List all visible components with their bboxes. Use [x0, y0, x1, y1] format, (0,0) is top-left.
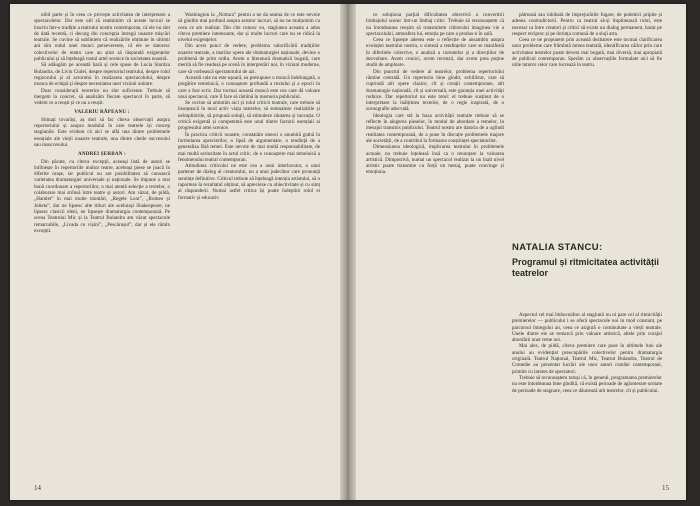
paragraph: Ideologia care stă la baza activității teatrale trebuie să se reflecte în alegerea pieselor, în modul de abordare a temelor, în mesajul transmis publicului. Teatrul nostru are datoria de a oglindi realitatea contemporană, de a pune în discuție problemele majore ale societății, de a contribui la formarea conștiinței spectatorilor.	[366, 112, 504, 144]
paragraph: În practica criticii noastre, constatăm uneori o anumită grabă în formularea aprecierilor, o lipsă de argumentare, o tendință de a generaliza fără temei. Este nevoie de mai multă responsabilitate, de mai multă seriozitate în actul critic, de o cunoaștere mai temeinică a fenomenului teatral contemporan.	[178, 131, 320, 163]
paragraph: Ceea ce lipsește adesea este o reflecție de ansamblu asupra evoluției teatrului nostru, o sinteză a tendințelor care se manifestă în diferitele colective, o analiză a curentelor și a direcțiilor de dezvoltare. Avem cronici, avem recenzii, dar avem prea puține studii de amploare.	[366, 37, 504, 69]
paragraph: Trebuie să recunoaștem totuși că, în general, programarea premierelor nu este întotdeauna bine gîndită, că există perioade de aglomerare urmate de perioade de stagnare, ceea ce dăunează atît teatrelor, cît și publicului.	[512, 374, 662, 394]
paragraph: Din punctul de vedere al teatrelor, problema repertoriului rămîne centrală. Un repertoriu bine gîndit, echilibrat, care să cuprindă atît opere clasice, cît și creații contemporane, atît dramaturgie națională, cît și universală, este garanția unei activități rodnice. Dar repertoriul nu este totul: el trebuie susținut de o interpretare la înălțimea textelor, de o regie inspirată, de o scenografie adecvată.	[366, 68, 504, 113]
article-title: Programul și ritmicitatea activității teatrelor	[512, 257, 660, 278]
right-page-column-2-upper	[512, 12, 662, 208]
paragraph: nibil parte și în ceea ce privește activitatea de interpretare a spectacolelor. Dar este util să reamintim că aceste lucruri se înscriu într-o tradiție a teatrului nostru contemporan, că ele nu sînt de dată recentă, ci decurg din concepția întregii noastre mișcări teatrale. Se cuvine să subliniem că realizările obținute în ultimii ani sînt rodul unei munci perseverente, că ele se datoresc colectivelor de teatru care au știut să răspundă exigențelor publicului și să înțeleagă rostul artei scenice în societatea noastră.	[34, 12, 170, 63]
paragraph: Din acest punct de vedere, problema valorificării tradițiilor noastre teatrale, a marilor opere ale dramaturgiei naționale, devine o problemă de prim ordin. Avem o literatură dramatică bogată, care merită să fie readusă pe scenă în interpretări noi, în viziuni moderne, care să vorbească spectatorului de azi.	[178, 43, 320, 75]
right-page-column-1	[366, 12, 504, 476]
left-page	[10, 4, 340, 500]
paragraph: Această cale nu este ușoară, ea presupune o muncă îndelungată, o pregătire temeinică, o cunoaștere profundă a textului și a epocii în care a fost scris. Dar tocmai această muncă este cea care dă valoare unui spectacol, care îl face să rămînă în memoria publicului.	[178, 74, 320, 100]
right-page-column-2-lower	[512, 312, 662, 474]
speaker-heading: ANDREI ȘERBAN :	[77, 151, 126, 158]
paragraph: Dimensiunea ideologică, implicarea teatrului în problemele actuale, nu trebuie înțeleasă însă ca o renunțare la valoarea artistică. Dimpotrivă, numai un spectacol realizat la un înalt nivel artistic poate transmite cu forță un mesaj, poate convinge și emoționa.	[366, 144, 504, 176]
paragraph: Aspectul cel mai îmbucurător al stagiunii nu ni pare cel al ritmicității premierelor — publicului i se oferă spectacole noi în mod constant, pe parcursul întregului an, ceea ce asigură o continuitate a vieții teatrale. Unele dintre ele se remarcă prin valoare artistică, altele prin curajul abordării unor teme noi.	[512, 312, 662, 344]
article-author: NATALIA STANCU:	[512, 242, 603, 253]
left-page-column-1	[34, 12, 170, 476]
paragraph: Să adăugăm pe această bază și cele spuse de Lucia Sturdza Bulandra, de Liviu Ciulei, despre repertoriul teatrului, despre rolul regizorului și al actorului în realizarea spectacolului, despre munca de echipă și despre necesitatea unei viziuni unitare.	[34, 62, 170, 88]
paragraph: Din păcate, cu cîteva excepții, aceeași listă de autori se întîlnește în repertoriile multor teatre, aceleași piese se joacă în diferite orașe, iar publicul nu are posibilitatea să cunoască varietatea dramaturgiei universale și naționale. Se impune o mai bună coordonare a repertoriilor, o mai atentă selecție a textelor, o colaborare mai strînsă între teatre și autori. Am văzut, de pildă, „Hamlet” în mai multe montări, „Regele Lear”, „Romeo și Julieta”, dar ne lipsesc alte titluri ale aceluiași Shakespeare, ne lipsesc clasicii eleni, ne lipsește dramaturgia contemporană. Pe scena Teatrului Mic și la Teatrul Bulandra am văzut spectacole remarcabile, „Livada cu vișini”, „Pescărușul”, dar și ele rămîn excepții.	[34, 158, 170, 234]
paragraph: Atitudinea criticului ne este cea a unui interlocutor, a unui partener de dialog al creatorului, nu a unui judecător care pronunță sentințe definitive. Criticul trebuie să înțeleagă intenția artistului, să o raporteze la rezultatul obținut, să aprecieze cu obiectivitate și cu simț al răspunderii. Numai astfel critica își poate îndeplini rolul ei formativ și educativ.	[178, 163, 320, 201]
speaker-heading: VALERIU RĂPEANU :	[74, 109, 130, 116]
left-page-column-2	[178, 12, 320, 476]
paragraph: ce soluționa parțial dificultatea obiectivă a convertirii limbajului scenic într-un limbaj critic. Trebuie să recunoaștem că nu întotdeauna reușim să transmitem cititorului imaginea vie a spectacolului, atmosfera lui, emoția pe care a produs-o în sală.	[366, 12, 504, 37]
paragraph: pătrunsă sau inhibată de împrejurările fugare, de polemici pripite și adesea contradictorii. Pentru ca teatrul să-și împlinească rolul, este necesar ca între creatori și critici să existe un dialog permanent, bazat pe respect reciproc și pe dorința comună de a sluji arta.	[512, 12, 662, 37]
paragraph: Ceea ce ne propunem prin această dezbatere este tocmai clarificarea unor probleme care frămîntă lumea teatrală, identificarea căilor prin care activitatea teatrelor poate deveni mai bogată, mai diversă, mai apropiată de publicul contemporan. Sperăm ca observațiile formulate aici să fie utile tuturor celor care lucrează în teatru.	[512, 37, 662, 69]
paragraph: Mai ales, de pildă, cîteva premiere care puse în ultimele luni ale anului au evidențiat preocupările colectivelor pentru dramaturgia originală. Teatrul Național, Teatrul Mic, Teatrul Bulandra, Teatrul de Comedie au prezentat lucrări ale unor autori români contemporani, primite cu interes de spectatori.	[512, 343, 662, 375]
book-gutter	[340, 4, 356, 500]
page-number-right: 15	[662, 484, 669, 492]
article-heading	[512, 242, 662, 279]
paragraph: Se cuvine să amintim aici și rolul criticii teatrale, care trebuie să însoțească în mod activ viața teatrelor, să semnaleze realizările și neîmplinirile, să propună soluții, să stimuleze căutarea și inovația. O critică exigentă și competentă este unul dintre factorii esențiali ai progresului artei scenice.	[178, 100, 320, 132]
page-number-left: 14	[34, 484, 41, 492]
paragraph: Washington la „Nottara” pentru a ne da seama de ce este nevoie să gîndim mai profund asupra acestor lucruri, să nu ne mulțumim cu ceea ce am realizat. Din cîte cunosc eu, stagiunea aceasta a adus cîteva premiere interesante, dar și multe lucruri care nu se ridică la nivelul exigențelor.	[178, 12, 320, 44]
paragraph: Doar considerații teoretice nu sînt suficiente. Trebuie să mergem la concret, să analizăm fiecare spectacol în parte, să vedem ce a reușit și ce nu a reușit.	[34, 87, 170, 107]
book-spread	[10, 4, 686, 500]
paragraph: Stimați tovarăși, aș dori să fac cîteva observații asupra repertoriului și asupra modului în care teatrele își concep stagiunile. Este evident că aici se află una dintre problemele esențiale ale vieții noastre teatrale, una dintre cheile succesului sau insuccesului.	[34, 116, 170, 148]
right-page	[356, 4, 686, 500]
